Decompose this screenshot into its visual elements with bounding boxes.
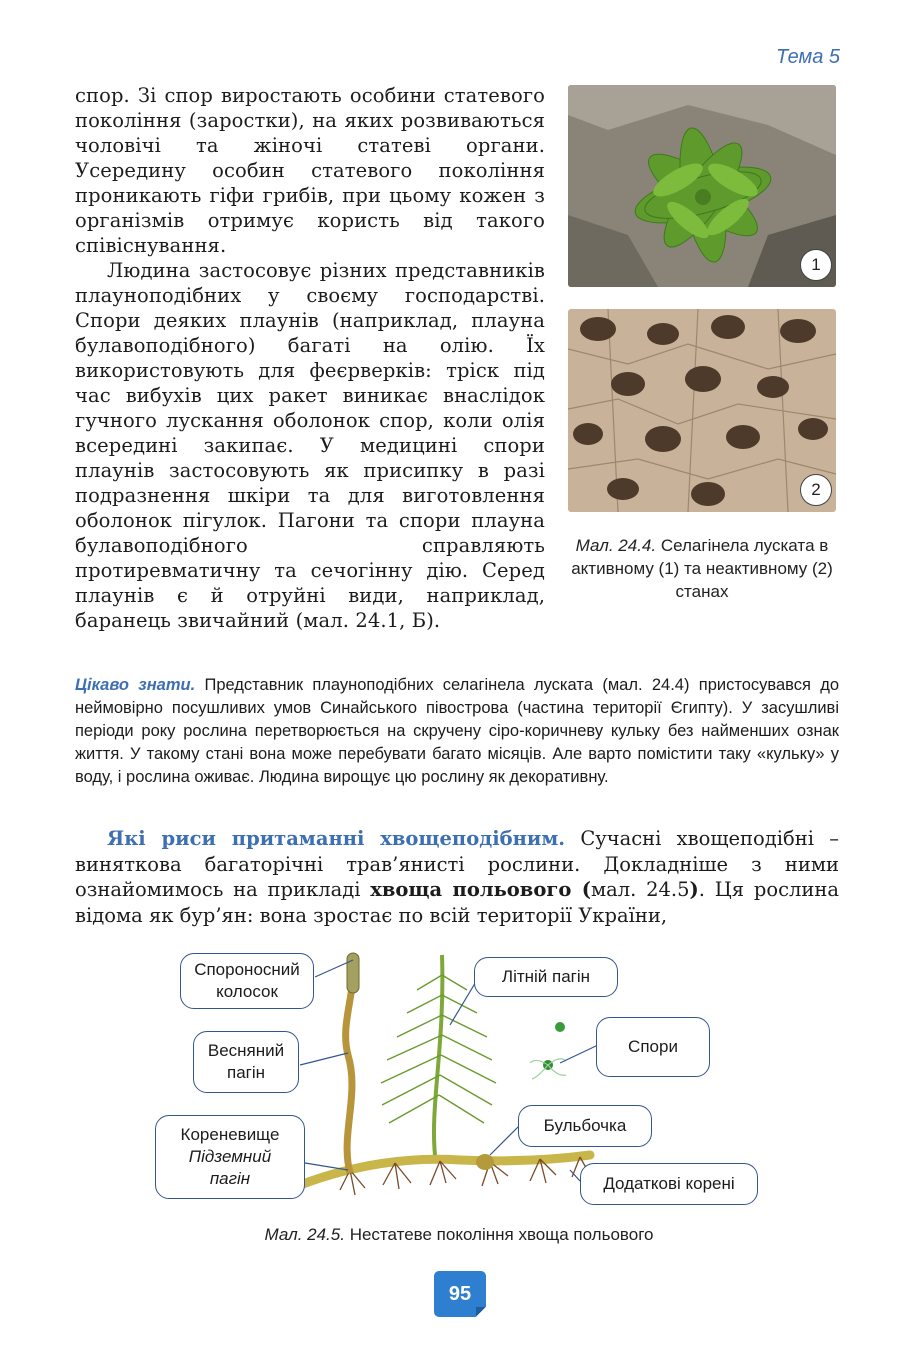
label-rhizome-1: Кореневище [180,1125,280,1144]
page-number: 95 [434,1271,486,1317]
label-rhizome-3: пагін [209,1169,251,1188]
section-bold-term: хвоща польового ( [370,878,591,901]
figure-24-4-caption [568,534,836,603]
photo-badge-1: 1 [800,249,832,281]
callout-tuber [518,1105,652,1147]
section-bold-close: ) [689,878,699,901]
horsetail-section [75,826,839,928]
label-spring-shoot-1: Весняний [207,1041,285,1060]
section-text-b: мал. 24.5 [590,878,690,901]
callout-spring-shoot [193,1031,299,1093]
fact-text: Представник плауноподібних селагінела лускатa (мал. 24.4) пристосувався до неймовірно посушливих умов Синайського півострова (частина території Єгипту). У засушливі періоди року рослина перетворюється на скручену сіро-коричневу кульку без найменших ознак життя. У такому стані вона може перебувати багато місяців. Але варто помістити таку «кульку» у воду, і рослина оживає. Людина вирощує цю рослину як декоративну. [75,676,839,786]
figure-24-5-caption [0,1225,918,1245]
label-rhizome-2: Підземний [188,1147,272,1166]
left-column-text [75,83,545,633]
horsetail-diagram [150,945,770,1210]
figure-24-5-label: Мал. 24.5. [264,1225,345,1244]
label-tuber: Бульбочка [543,1116,627,1135]
label-spore-spike-1: Спороносний [194,960,300,979]
paragraph-human-use: Людина застосовує різних представників плауноподібних у своєму господарстві. Спори деяких плаунів (наприклад, плауна булавоподібного) багаті на олію. Їх використовують для феєрверків: тріск під час вибухів цих ракет виникає внаслідок гучного лускання оболонок спор, коли олія всередині закипає. У медицині спори плаунів застосовують як присипку в разі подразнення шкіри та для виготовлення оболонок пігулок. Пагони та спори плауна булавоподібного справляють протиревматичну та сечогінну дію. Серед плаунів є й отруйні види, наприклад, баранець звичайний (мал. 24.1, Б). [75,259,545,632]
selaginella-inactive-photo [568,309,836,512]
figure-24-4-label: Мал. 24.4. [575,536,657,555]
figure-24-4-text: Селагінела лускатa в активному (1) та неактивному (2) станах [571,536,833,601]
callout-rhizome [155,1115,305,1199]
label-spores: Спори [628,1037,678,1056]
callout-summer-shoot [474,957,618,997]
section-text-c: . Ця рослина відома як бур’ян: вона зростає по всій території України, [75,878,839,927]
selaginella-active-photo [568,85,836,287]
label-roots: Додаткові корені [603,1174,735,1193]
paragraph-spores: спор. Зі спор виростають особини статевого покоління (заростки), на яких розвиваються чоловічі та жіночі статеві органи. Усередину особин статевого покоління проникають гіфи грибів, при цьому кожен з організмів отримує користь від такого співіснування. [75,84,545,257]
section-text-a: Сучасні хвощеподібні – виняткова багаторічні трав’янисті рослини. Докладніше з ними ознайомимось на прикладі [75,827,839,901]
interesting-fact-box [75,674,839,789]
label-spring-shoot-2: пагін [226,1063,266,1082]
callout-roots [580,1163,758,1205]
callout-spores [596,1017,710,1077]
callout-spore-spike [180,953,314,1009]
fact-title: Цікаво знати. [75,676,196,694]
theme-header: Тема 5 [776,46,840,68]
label-spore-spike-2: колосок [216,982,278,1001]
horsetail-paragraph [75,826,839,928]
section-heading: Які риси притаманні хвощеподібним. [107,827,566,850]
photo-badge-2: 2 [800,474,832,506]
label-summer-shoot: Літній пагін [501,967,591,986]
figure-24-5-text: Нестатеве покоління хвоща польового [344,1225,654,1244]
